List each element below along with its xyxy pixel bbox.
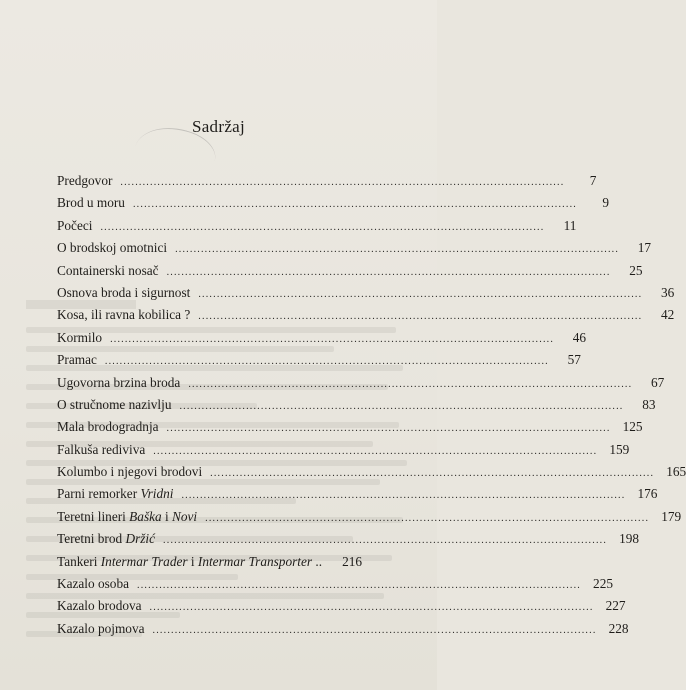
dot-leader: ........................................................................................................................ (175, 244, 620, 256)
dot-leader: ........................................................................................................................ (137, 580, 581, 592)
dot-leader: ........................................................................................................................ (120, 177, 565, 188)
toc-entry (57, 394, 656, 416)
title-text: Kolumbo i njegovi brodovi (57, 464, 203, 480)
toc-entry (57, 170, 597, 192)
page-number: 125 (622, 419, 643, 435)
dot-leader: ........................................................................................................................ (198, 288, 643, 300)
page-number: 25 (629, 262, 643, 278)
title-text: O stručnome nazivlju (57, 396, 172, 412)
toc-entry-title (57, 528, 155, 550)
page-number: 176 (637, 486, 658, 502)
dot-leader: ........................................................................................................................ (163, 535, 608, 547)
toc-entry-title (57, 282, 190, 304)
page-number: 36 (661, 284, 675, 300)
dot-leader: ........................................................................................................................ (166, 266, 611, 278)
page-number: 9 (602, 195, 609, 211)
page-title: Sadržaj (191, 117, 246, 136)
dot-leader: ........................................................................................................................ (181, 490, 626, 502)
title-text: Ugovorna brzina broda (57, 374, 181, 390)
title-text: Teretni brod (57, 531, 126, 547)
page-number: 227 (605, 598, 626, 614)
toc-entry-title (57, 215, 92, 237)
toc-entry-title (57, 618, 145, 640)
ship-name: Vridni (140, 486, 174, 502)
toc-entry-title (57, 439, 145, 461)
title-text: Kormilo (57, 329, 103, 345)
page-number: 67 (651, 374, 665, 390)
page-number: 46 (572, 329, 587, 345)
dot-leader: ........................................................................................................................ (153, 445, 598, 457)
ship-name: Intermar Transporter (197, 553, 313, 569)
ship-name: Novi (172, 508, 198, 524)
title-text: i (187, 553, 198, 569)
toc-entry (57, 237, 652, 259)
toc-entry-title (57, 506, 197, 528)
title-text: .. (312, 553, 323, 569)
dot-leader: ........................................................................................................................ (198, 311, 643, 323)
page-number: 165 (666, 464, 686, 480)
toc-entry (57, 461, 686, 483)
title-text: O brodskoj omotnici (57, 240, 168, 256)
toc-entry (57, 506, 682, 528)
page-number: 17 (637, 240, 652, 256)
toc-entry (57, 573, 613, 595)
toc-entry-title (57, 349, 97, 371)
dot-leader: ........................................................................................................................ (166, 423, 611, 435)
title-text: Teretni lineri (57, 508, 130, 524)
toc-entry-title (57, 461, 202, 483)
title-text: Tankeri (57, 553, 101, 569)
toc-entry (57, 416, 643, 438)
page-number: 159 (609, 441, 630, 457)
dot-leader: ........................................................................................................................ (149, 602, 594, 614)
page-number: 83 (642, 396, 656, 412)
title-text: Predgovor (57, 173, 113, 188)
toc-entry (57, 528, 640, 550)
title-text: Kazalo osoba (57, 576, 129, 592)
toc-entry (57, 192, 609, 214)
ship-name: Baška (129, 508, 162, 524)
toc-entry-title (57, 416, 159, 438)
dot-leader: ........................................................................................................................ (152, 624, 597, 636)
ship-name: Intermar Trader (100, 553, 188, 569)
toc-entry-title (57, 170, 112, 192)
dot-leader: ........................................................................................................................ (188, 378, 633, 390)
ship-name: Držić (125, 531, 156, 547)
page-number: 216 (342, 553, 363, 569)
toc-entry (57, 349, 581, 371)
toc-entry (57, 215, 577, 237)
toc-entry (57, 618, 629, 640)
toc-entry-title (57, 483, 173, 505)
page-number: 179 (661, 508, 682, 524)
toc-entry (57, 327, 587, 349)
toc-entry-title (57, 327, 102, 349)
dot-leader: ........................................................................................................................ (100, 221, 545, 233)
toc-entry (57, 595, 626, 617)
title-text: Kosa, ili ravna kobilica ? (57, 307, 191, 323)
title-text: Pramac (57, 352, 97, 368)
dot-leader: ........................................................................................................................ (179, 400, 624, 412)
dot-leader: ........................................................................................................................ (210, 468, 655, 480)
title-text: Containerski nosač (57, 262, 159, 278)
table-of-contents (57, 170, 686, 640)
title-text: Parni remorker (57, 486, 141, 502)
toc-entry-title (57, 595, 142, 617)
toc-entry (57, 439, 630, 461)
toc-entry-title (57, 372, 180, 394)
dot-leader: ........................................................................................................................ (110, 333, 555, 345)
toc-entry (57, 304, 675, 326)
page-number: 225 (593, 576, 613, 592)
toc-entry-title (57, 551, 322, 573)
title-text: Kazalo brodova (57, 598, 142, 614)
toc-entry (57, 551, 362, 573)
title-text: Brod u moru (57, 195, 125, 211)
title-text: Osnova broda i sigurnost (57, 284, 191, 300)
page-number: 228 (608, 620, 629, 636)
dot-leader: ........................................................................................................................ (132, 199, 577, 211)
page-number: 57 (567, 352, 581, 368)
title-text: Kazalo pojmova (57, 620, 145, 636)
title-text: Mala brodogradnja (57, 419, 159, 435)
toc-entry (57, 372, 665, 394)
toc-entry-title (57, 304, 190, 326)
toc-entry-title (57, 260, 159, 282)
toc-entry-title (57, 237, 167, 259)
page-number: 198 (619, 531, 640, 547)
toc-entry-title (57, 192, 125, 214)
toc-entry (57, 282, 675, 304)
title-text: Počeci (57, 217, 93, 233)
dot-leader: ........................................................................................................................ (104, 356, 549, 368)
toc-entry (57, 260, 643, 282)
page-number: 11 (563, 217, 577, 233)
toc-entry-title (57, 573, 129, 595)
toc-entry (57, 483, 658, 505)
title-text: i (161, 508, 173, 524)
page-number: 7 (589, 173, 597, 188)
title-text: Falkuša rediviva (57, 441, 146, 457)
page-number: 42 (661, 307, 675, 323)
dot-leader: ........................................................................................................................ (205, 512, 650, 524)
toc-entry-title (57, 394, 171, 416)
